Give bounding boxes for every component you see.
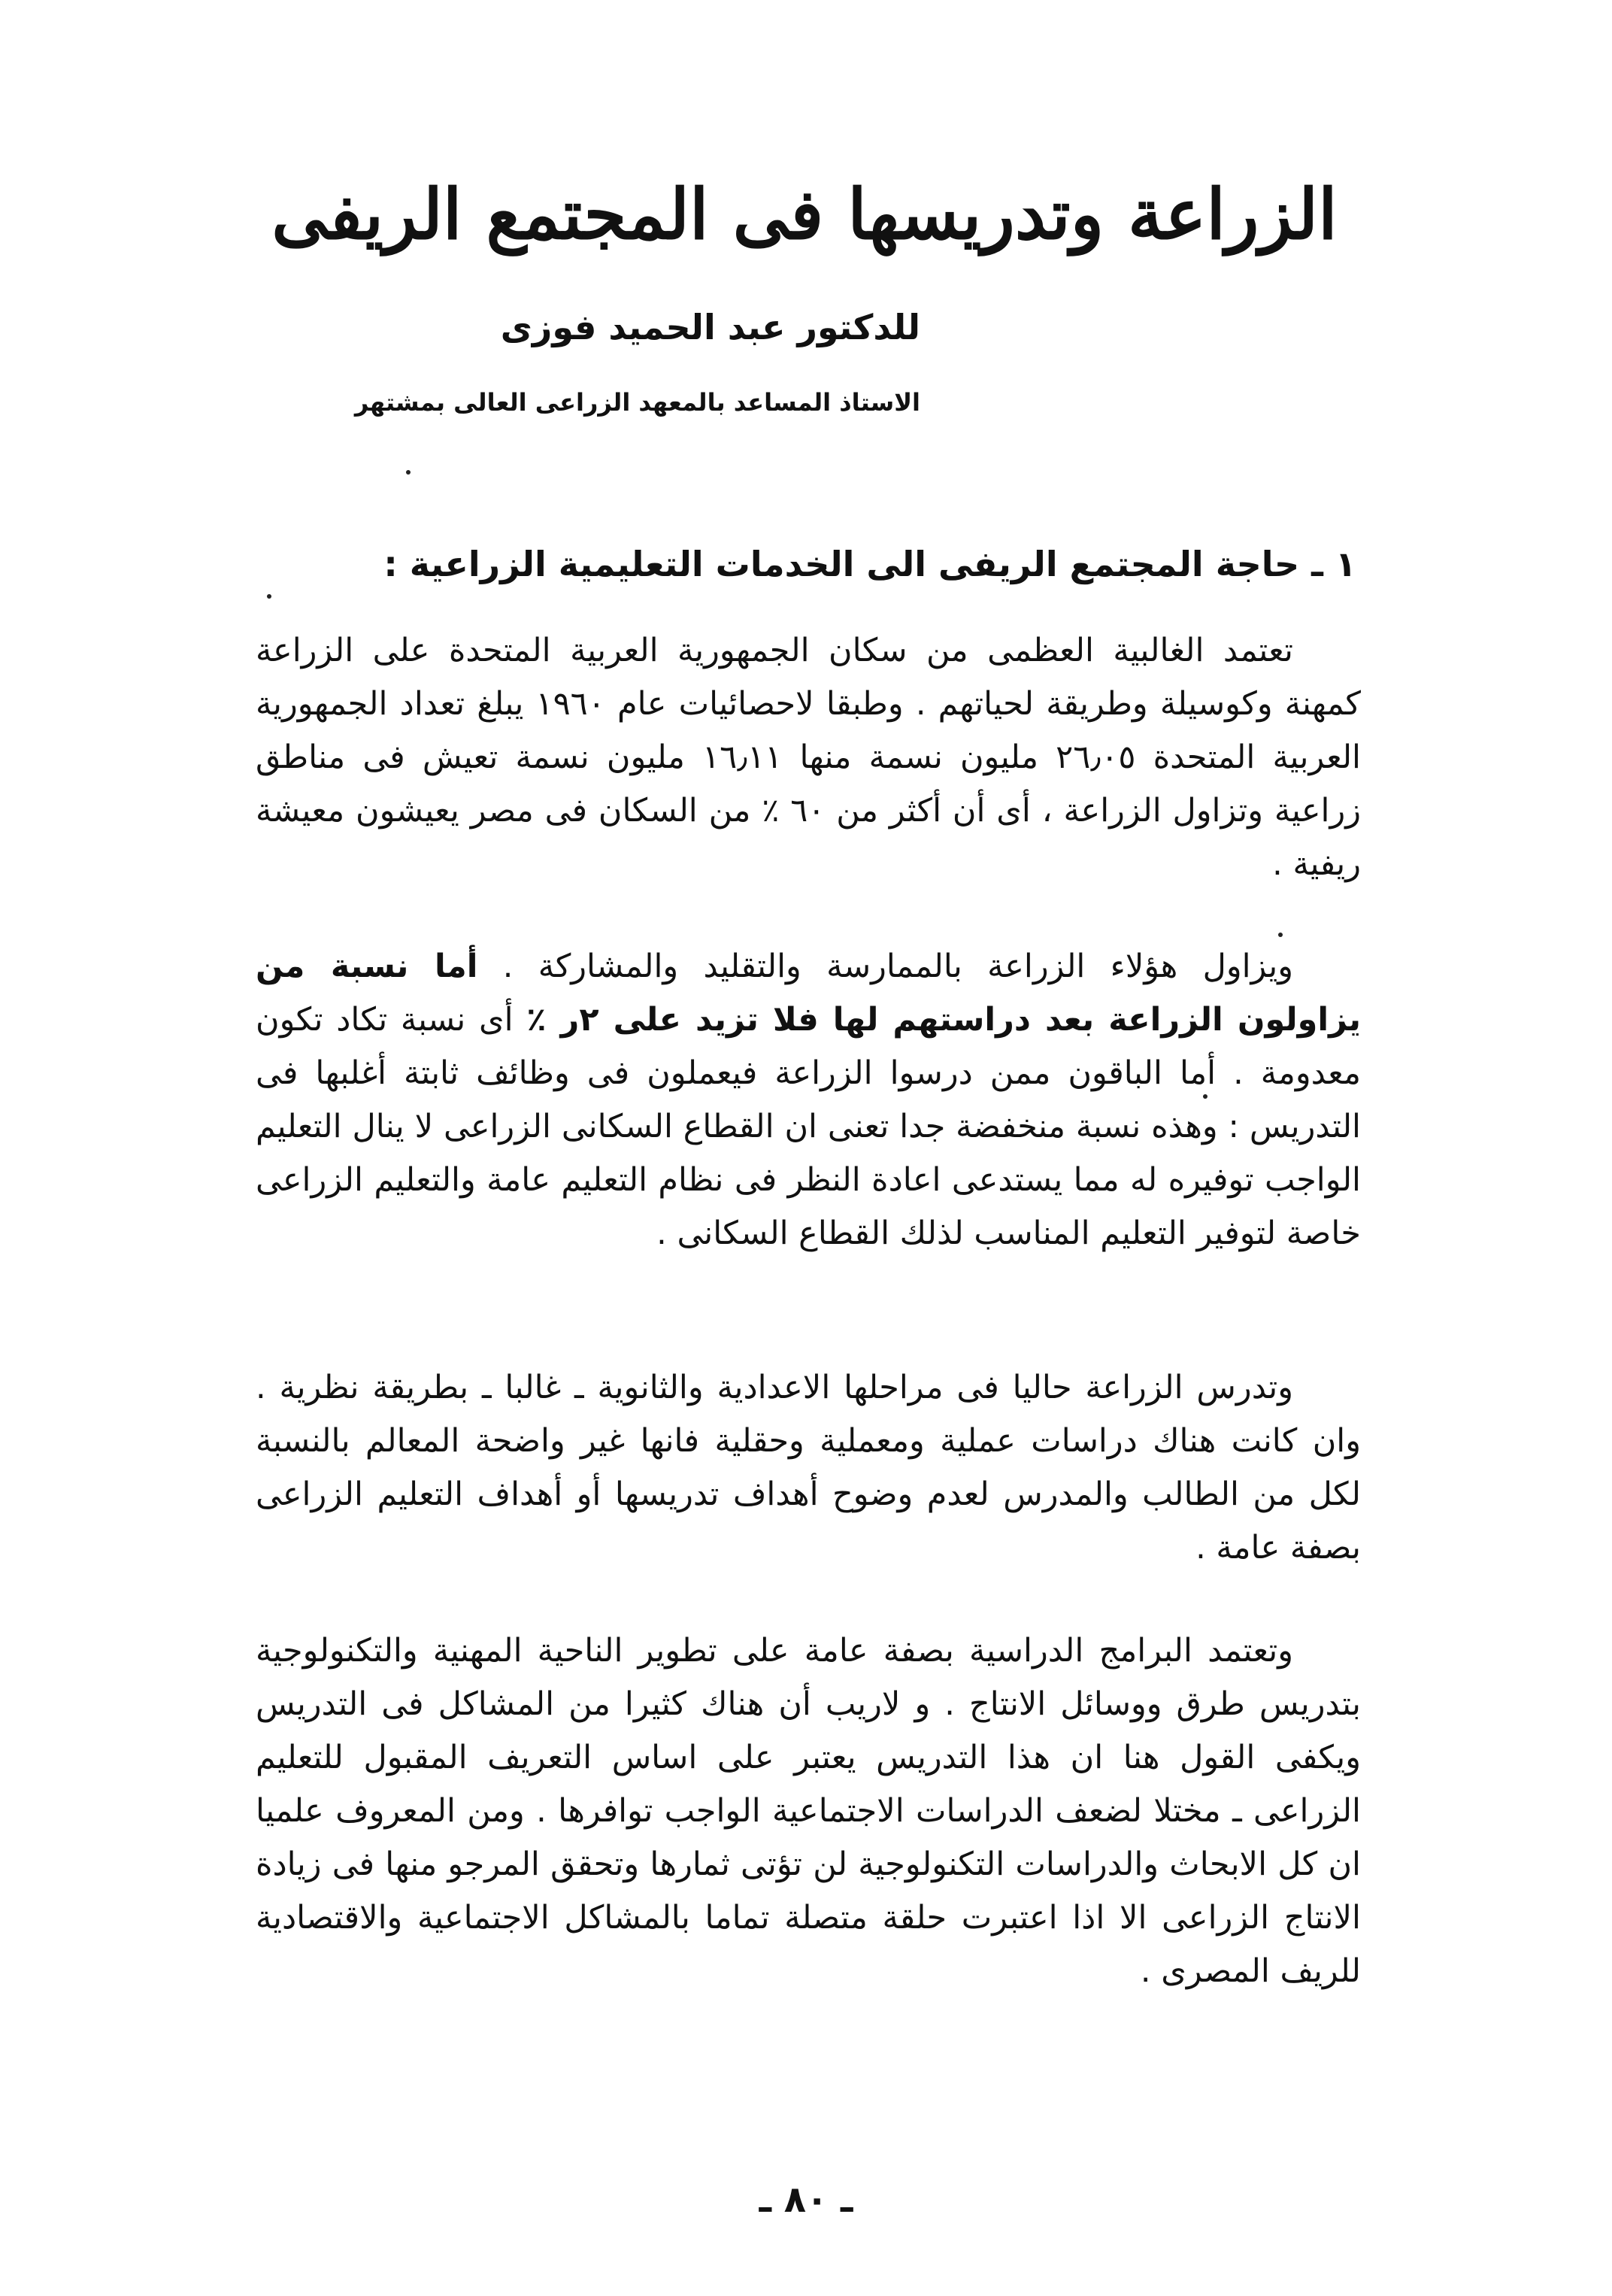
scan-speck [1278,933,1283,937]
paragraph-text [256,940,1361,1260]
author-name: للدكتور عبد الحميد فوزى [500,307,920,347]
paragraph-4 [256,1624,1361,1998]
scan-speck [267,594,271,599]
paragraph-1 [256,624,1361,891]
paragraph-text-end: أى نسبة تكاد تكون معدومة . أما الباقون ممن درسوا الزراعة فيعملون فى وظائف ثابتة أغلبها فى التدريس : وهذه نسبة منخفضة جدا تعنى ان القطاع السكانى الزراعى لا ينال التعليم الواجب توفيره له مما يستدعى اعادة النظر فى نظام التعليم عامة والتعليم الزراعى خاصة لتوفير التعليم المناسب لذلك القطاع السكانى . [256,1001,1361,1252]
paragraph-2 [256,940,1361,1260]
page-number: ـ ٨٠ ـ [759,2179,853,2221]
scan-speck [1203,1094,1207,1099]
paragraph-text: وتدرس الزراعة حاليا فى مراحلها الاعدادية والثانوية ـ غالبا ـ بطريقة نظرية . وان كانت هناك دراسات عملية ومعملية وحقلية فانها غير واضحة المعالم بالنسبة لكل من الطالب والمدرس لعدم وضوح أهداف تدريسها أو أهداف التعليم الزراعى بصفة عامة . [256,1369,1361,1567]
document-title: الزراعة وتدريسها فى المجتمع الريفى [271,174,1338,255]
paragraph-bold-text: أما نسبة من يزاولون الزراعة بعد دراستهم لها فلا تزيد على ٢ر ٪ [256,948,1361,1039]
section-heading: ١ ـ حاجة المجتمع الريفى الى الخدمات التعليمية الزراعية : [383,544,1356,584]
paragraph-text: وتعتمد البرامج الدراسية بصفة عامة على تطوير الناحية المهنية والتكنولوجية بتدريس طرق ووسائل الانتاج . و لاريب أن هناك كثيرا من المشاكل فى التدريس ويكفى القول هنا ان هذا التدريس يعتبر على اساس التعريف المقبول للتعليم الزراعى ـ مختلا لضعف الدراسات الاجتماعية الواجب توافرها . ومن المعروف علميا ان كل الابحاث والدراسات التكنولوجية لن تؤتى ثمارها وتحقق المرجو منها فى زيادة الانتاج الزراعى الا اذا اعتبرت حلقة متصلة تماما بالمشاكل الاجتماعية والاقتصادية للريف المصرى . [256,1632,1361,1990]
author-affiliation: الاستاذ المساعد بالمعهد الزراعى العالى بمشتهر [354,388,920,417]
paragraph-text: تعتمد الغالبية العظمى من سكان الجمهورية العربية المتحدة على الزراعة كمهنة وكوسيلة وطريقة لحياتهم . وطبقا لاحصائيات عام ١٩٦٠ يبلغ تعداد الجمهورية العربية المتحدة ٢٦٫٠٥ مليون نسمة منها ١٦٫١١ مليون نسمة تعيش فى مناطق زراعية وتزاول الزراعة ، أى أن أكثر من ٦٠ ٪ من السكان فى مصر يعيشون معيشة ريفية . [256,632,1361,883]
paragraph-text-start: ويزاول هؤلاء الزراعة بالممارسة والتقليد والمشاركة . [477,948,1293,985]
paragraph-3 [256,1361,1361,1575]
scan-speck [406,470,411,475]
